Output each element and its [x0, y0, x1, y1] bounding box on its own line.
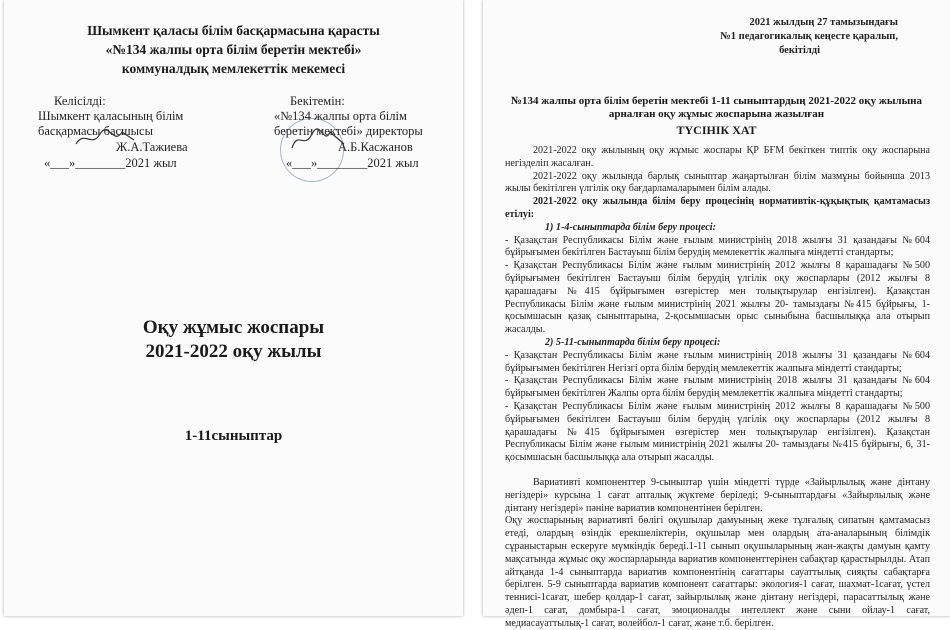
header-line-3: коммуналдық мемлекеттік мекемесі: [121, 61, 346, 76]
paragraph: 2021-2022 оқу жылында барлық сыныптар жаңартылған білім мазмұны бойынша 2013 жылы бекітілген үлгілік оқу бағдарламаларымен білім алады.: [505, 170, 930, 195]
council-meta-line-1: 2021 жылдың 27 тамызындағы: [749, 17, 898, 28]
agreed-line-1: Шымкент қаласының білім: [38, 109, 184, 123]
section-heading: 1) 1-4-сыныптарда білім беру процесі:: [545, 221, 716, 233]
document-page-explanatory-note: [483, 0, 950, 629]
note-title-line-2: арналған оқу жұмыс жоспарына жазылған: [608, 108, 825, 120]
approved-date: «___»________2021 жыл: [286, 156, 419, 170]
agreed-line-2: басқармасы басшысы: [38, 124, 154, 138]
paragraph: 2021-2022 оқу жылында білім беру процесінің нормативтік-құқықтық қамтамасыз етілуі:: [505, 196, 930, 220]
council-meta-line-3: бекітілді: [779, 45, 820, 56]
paragraph: - Қазақстан Республикасы Білім және ғылым министрінің 2018 жылғы 31 қазандағы №604 бұйрығымен бекітілген Жалпы орта білім берудің мемлекеттік жалпыға міндетті стандарты;: [505, 375, 930, 400]
agreed-title: Келісілді:: [54, 94, 106, 108]
agreed-name: Ж.А.Тажиева: [116, 140, 188, 154]
paragraph: - Қазақстан Республикасы Білім және ғылым министрінің 2012 жылғы 8 қарашадағы №500 бұйрығымен бекітілген Бастауыш білім берудің үлгілік оқу жоспарлары (2012 жылғы 8 қарашадағы №415 бұйрығымен өзгерістер мен толықтырулар енгізілген). Қазақстан Республикасы Білім және ғылым министрінің 2021 жылғы 20- тамыздағы №415 бұйрығы, 6, 31-қосымшасын басшылыққа ала отырып жасалды.: [505, 400, 930, 464]
note-title-line-1: №134 жалпы орта білім беретін мектебі 1-11 сыныптардың 2021-2022 оқу жылына: [510, 95, 923, 107]
academic-year: 2021-2022 оқу жылы: [145, 341, 322, 362]
paragraph: 2021-2022 оқу жылының оқу жұмыс жоспары ҚР БҒМ бекіткен типтік оқу жоспарына негізделіп жасалған.: [505, 145, 930, 169]
approved-name: А.Б.Касжанов: [338, 140, 413, 154]
note-subtitle: ТҮСІНІК ХАТ: [676, 123, 757, 137]
paragraph: - Қазақстан Республикасы Білім және ғылым министрінің 2012 жылғы 8 қарашадағы №500 бұйрығымен бекітілген Бастауыш білім берудің үлгілік оқу жоспарлары (2012 жылғы 8 қарашадағы №415 бұйрығымен өзгерістер мен толықтырулар енгізілген). Қазақстан Республикасы Білім және ғылым министрінің 2021 жылғы 20- тамыздағы №415 бұйрығы, 1-қосымшасын қазақ сыныптарына, 2-қосымшасын орыс сыныбына басшылыққа ала отырып жасалды.: [505, 260, 930, 336]
approved-line-1: «№134 жалпы орта білім: [274, 109, 407, 123]
council-meta-line-2: №1 педагогикалық кеңесте қаралып,: [720, 31, 898, 42]
section-heading: 2) 5-11-сыныптарда білім беру процесі:: [545, 336, 721, 348]
paragraph: - Қазақстан Республикасы Білім және ғылым министрінің 2018 жылғы 31 қазандағы №604 бұйрығымен бекітілген Негізгі орта білім берудің мемлекеттік жалпыға міндетті стандарты;: [505, 349, 930, 374]
classes-label: 1-11сыныптар: [184, 428, 283, 444]
agreed-date: «___»________2021 жыл: [44, 156, 177, 170]
document-title: Оқу жұмыс жоспары: [142, 317, 325, 338]
header-line-1: Шымкент қаласы білім басқармасына қарасты: [87, 23, 380, 38]
document-page-title: [4, 0, 463, 616]
paragraph: Вариативті компоненттер 9-сыныптар үшін міндетті түрде «Зайырлылық және дінтану негіздері» курсына 1 сағат апталық жүктеме беріледі; 9-сыныптардағы «Зайырлылық және дінтану негіздері» пәніне вариатив компонентінен берілген.: [505, 476, 930, 514]
note-body: [505, 145, 930, 630]
approved-title: Бекітемін:: [290, 94, 345, 108]
paragraph: Оқу жоспарының вариативті бөлігі оқушылар дамуының жеке тұлғалық сипатын қамтамасыз етеді, олардың өзіндік ерекшеліктерін, оқушылар мен олардың ата-аналарының білімдік сұраныстарын ескеруге мүмкіндік береді.1-11 сынып оқушыларының жан-жақты дамуын қамту мақсатында жұмыс оқу жоспарларында вариатив компоненттерінен сабақтар қарастырылды. Атап айтқанда 1-4 сыныптарда вариатив компонентінің сағаттары сауаттылық сияқты сабақтарға берілген. 5-9 сыныптарда вариатив компонент сағаттары: экология-1 сағат, шахмат-1сағат, үстел теннисі-1сағат, шебер қолдар-1 сағат, зайырлылық және дінтану негіздері, парасаттылық және әдеп-1 сағат, домбыра-1 сағат, эмоционалды интеллект және сыни ойлау-1 сағат, медиасауаттылық-1 сағат, волейбол-1 сағат, және т.б. берілген.: [505, 515, 930, 629]
approved-line-2: беретін мектебі» директоры: [274, 124, 423, 138]
header-line-2: «№134 жалпы орта білім беретін мектебі»: [105, 42, 362, 57]
paragraph: - Қазақстан Республикасы Білім және ғылым министрінің 2018 жылғы 31 қазандағы №604 бұйрығымен бекітілген Бастауыш білім берудің мемлекеттік жалпыға міндетті стандарты;: [505, 234, 930, 259]
